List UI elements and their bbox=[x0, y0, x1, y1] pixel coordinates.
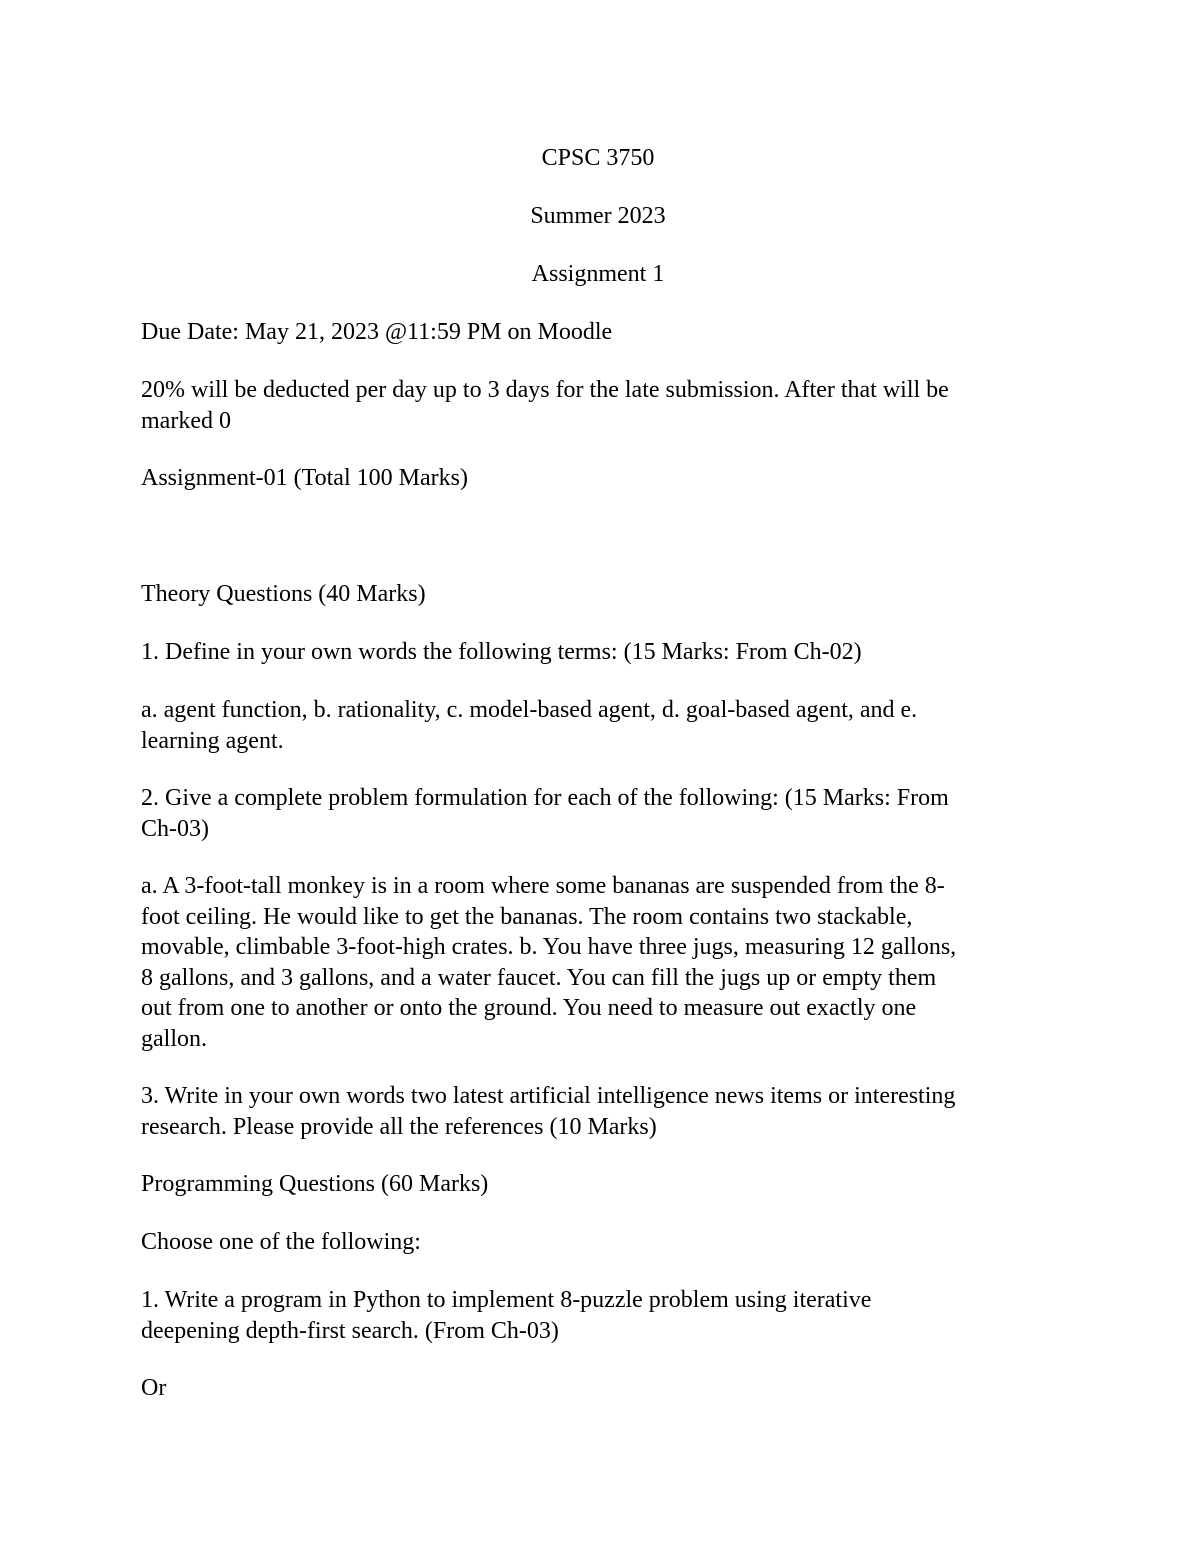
or-separator: Or bbox=[141, 1375, 167, 1401]
terms-line: learning agent. bbox=[141, 727, 284, 754]
question-line: 2. Give a complete problem formulation for each of the following: (15 Marks: From bbox=[141, 785, 949, 811]
question-line: 3. Write in your own words two latest artificial intelligence news items or interesting bbox=[141, 1083, 956, 1109]
theory-question-1: 1. Define in your own words the following terms: (15 Marks: From Ch-02) bbox=[141, 639, 862, 665]
programming-heading: Programming Questions (60 Marks) bbox=[141, 1171, 489, 1197]
late-policy bbox=[141, 375, 1061, 436]
problem-line: out from one to another or onto the ground. You need to measure out exactly one bbox=[141, 995, 917, 1021]
problem-line: a. A 3-foot-tall monkey is in a room where some bananas are suspended from the 8- bbox=[141, 873, 945, 899]
late-policy-line: marked 0 bbox=[141, 407, 231, 434]
question-line: deepening depth-first search. (From Ch-03) bbox=[141, 1317, 559, 1344]
problem-line: movable, climbable 3-foot-high crates. b. You have three jugs, measuring 12 gallons, bbox=[141, 934, 957, 960]
theory-question-1-terms bbox=[141, 695, 1061, 756]
question-line: research. Please provide all the references (10 Marks) bbox=[141, 1113, 657, 1140]
term: Summer 2023 bbox=[530, 203, 666, 229]
theory-heading: Theory Questions (40 Marks) bbox=[141, 581, 426, 607]
problem-line: gallon. bbox=[141, 1025, 207, 1052]
question-line: Ch-03) bbox=[141, 815, 209, 842]
theory-question-2-problems bbox=[141, 871, 1061, 1054]
assignment-title: Assignment 1 bbox=[531, 261, 665, 287]
theory-question-2 bbox=[141, 783, 1061, 844]
programming-instruction: Choose one of the following: bbox=[141, 1229, 421, 1255]
due-date: Due Date: May 21, 2023 @11:59 PM on Moodle bbox=[141, 319, 613, 345]
terms-line: a. agent function, b. rationality, c. model-based agent, d. goal-based agent, and e. bbox=[141, 697, 918, 723]
problem-line: foot ceiling. He would like to get the bananas. The room contains two stackable, bbox=[141, 903, 913, 930]
problem-line: 8 gallons, and 3 gallons, and a water faucet. You can fill the jugs up or empty them bbox=[141, 964, 937, 991]
late-policy-line: 20% will be deducted per day up to 3 days for the late submission. After that will be bbox=[141, 377, 949, 403]
programming-question-1 bbox=[141, 1285, 1061, 1346]
course-code: CPSC 3750 bbox=[541, 145, 655, 171]
theory-question-3 bbox=[141, 1081, 1061, 1142]
question-line: 1. Write a program in Python to implement 8-puzzle problem using iterative bbox=[141, 1287, 872, 1313]
total-marks: Assignment-01 (Total 100 Marks) bbox=[141, 465, 468, 491]
